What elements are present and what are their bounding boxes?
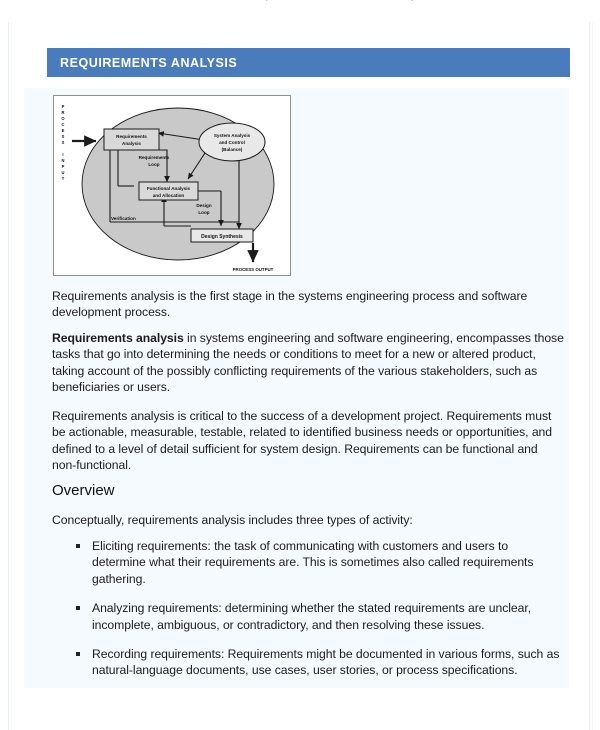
- svg-text:P: P: [61, 164, 65, 169]
- list-item: [52, 646, 564, 679]
- page-edge-right: [589, 0, 590, 730]
- cropped-header-title: [198, 0, 438, 2]
- svg-text:Requirements: Requirements: [138, 155, 170, 160]
- heading-overview: Overview: [52, 482, 115, 499]
- svg-text:and Allocation: and Allocation: [152, 193, 185, 198]
- page-edge-right-inner: [592, 0, 593, 730]
- paragraph-intro: Requirements analysis is the first stage in the systems engineering process and software development process.: [52, 289, 528, 320]
- bullet-dot-icon: [76, 652, 80, 656]
- svg-text:T: T: [61, 176, 65, 181]
- systems-engineering-process-diagram: [53, 95, 291, 276]
- svg-text:(Balance): (Balance): [221, 147, 243, 152]
- svg-text:Design Synthesis: Design Synthesis: [201, 234, 243, 240]
- svg-text:C: C: [61, 122, 65, 127]
- process-output-label: PROCESS OUTPUT: [232, 267, 274, 272]
- svg-text:N: N: [61, 158, 65, 163]
- paragraph-definition: [52, 330, 564, 396]
- paragraph-overview-lead: Conceptually, requirements analysis includes three types of activity:: [52, 513, 413, 527]
- svg-text:System Analysis: System Analysis: [213, 133, 251, 138]
- svg-text:Loop: Loop: [198, 210, 210, 215]
- svg-text:Requirements: Requirements: [116, 134, 147, 139]
- svg-text:O: O: [61, 116, 65, 121]
- list-item-text: Eliciting requirements: the task of communicating with customers and users to determine what their requirements are. This is sometimes also called requirements gathering.: [92, 539, 534, 586]
- svg-text:Analysis: Analysis: [122, 141, 141, 146]
- svg-text:U: U: [61, 170, 65, 175]
- bullet-dot-icon: [76, 544, 80, 548]
- svg-text:S: S: [61, 134, 65, 139]
- paragraph-criticality: Requirements analysis is critical to the success of a development project. Requirements must be actionable, measurable, testable, related to identified business needs or opportunities, and defined to a level of detail sufficient for system design. Requirements can be functional and non-functional.: [52, 409, 553, 473]
- svg-text:Functional Analysis: Functional Analysis: [146, 186, 191, 191]
- activity-bullet-list: [52, 538, 564, 692]
- node-system-analysis-control: [199, 123, 265, 161]
- svg-text:and Control: and Control: [219, 140, 245, 145]
- svg-text:Design: Design: [196, 203, 212, 208]
- svg-text:E: E: [61, 128, 65, 133]
- node-requirements-analysis: [104, 129, 159, 150]
- page-edge-left: [8, 0, 9, 730]
- section-header-bar: [47, 48, 570, 77]
- paragraph-definition-rest: in systems engineering and software engineering, encompasses those tasks that go into determining the needs or conditions to meet for a new or altered product, taking account of the possibly conflicting requirements of the various stakeholders, such as beneficiaries or users.: [52, 331, 564, 395]
- list-item-text: Recording requirements: Requirements might be documented in various forms, such as natural-language documents, use cases, user stories, or process specifications.: [92, 647, 560, 678]
- list-item: [52, 600, 564, 633]
- paragraph-definition-lead: Requirements analysis: [52, 331, 184, 345]
- bullet-dot-icon: [76, 606, 80, 610]
- svg-text:P: P: [61, 104, 65, 109]
- cropped-header-strip: [0, 0, 600, 22]
- svg-text:Loop: Loop: [148, 162, 160, 167]
- node-functional-analysis-allocation: [139, 182, 198, 200]
- list-item: [52, 538, 564, 587]
- list-item-text: Analyzing requirements: determining whether the stated requirements are unclear, incomplete, ambiguous, or contradictory, and then resolving these issues.: [92, 601, 532, 632]
- page-title: REQUIREMENTS ANALYSIS: [60, 55, 238, 70]
- svg-text:I: I: [62, 152, 64, 157]
- page-edge-left-inner: [11, 0, 12, 730]
- node-design-synthesis: [191, 229, 253, 242]
- svg-text:R: R: [61, 110, 65, 115]
- label-verification: Verification: [111, 216, 136, 221]
- svg-text:S: S: [61, 140, 65, 145]
